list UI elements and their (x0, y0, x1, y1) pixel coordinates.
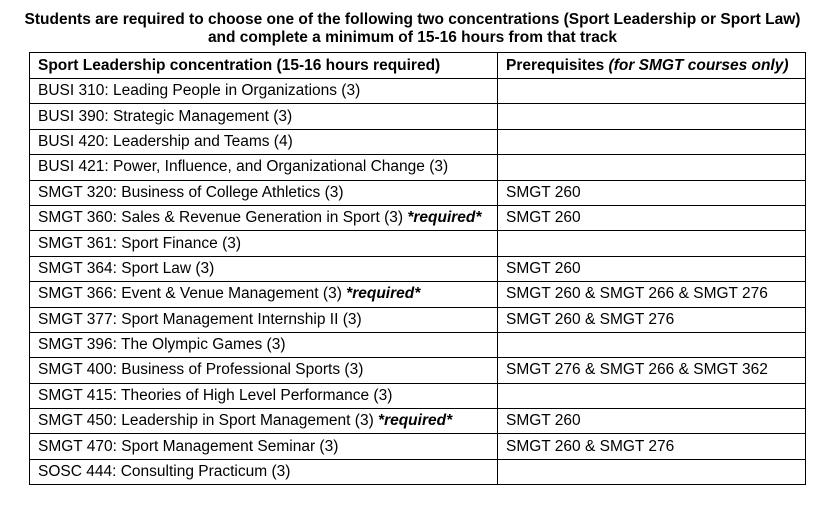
prerequisite-cell: SMGT 260 & SMGT 266 & SMGT 276 (498, 282, 806, 307)
course-cell (30, 205, 498, 230)
prerequisite-cell: SMGT 260 (498, 409, 806, 434)
prerequisite-cell (498, 332, 806, 357)
course-cell (30, 459, 498, 484)
course-cell (30, 104, 498, 129)
course-name: SMGT 396: The Olympic Games (3) (38, 336, 286, 354)
course-name: SMGT 400: Business of Professional Sports (3) (38, 361, 364, 379)
course-cell (30, 79, 498, 104)
table-row (30, 332, 806, 357)
table-row (30, 231, 806, 256)
table-row (30, 307, 806, 332)
course-name: SMGT 361: Sport Finance (3) (38, 234, 242, 252)
course-name: BUSI 421: Power, Influence, and Organizational Change (3) (38, 158, 449, 176)
course-name: SMGT 360: Sales & Revenue Generation in Sport (3) (38, 209, 408, 227)
course-cell (30, 307, 498, 332)
required-flag: *required* (378, 412, 453, 430)
prerequisite-cell: SMGT 260 & SMGT 276 (498, 434, 806, 459)
course-cell (30, 231, 498, 256)
course-cell (30, 282, 498, 307)
course-name: SMGT 377: Sport Management Internship II (3) (38, 310, 362, 328)
prerequisite-cell (498, 231, 806, 256)
course-name: SMGT 450: Leadership in Sport Management (3) (38, 412, 379, 430)
prerequisite-cell (498, 459, 806, 484)
prerequisites-label: Prerequisites (506, 56, 609, 74)
prerequisite-cell (498, 129, 806, 154)
heading-line-1: Students are required to choose one of the following two concentrations (Sport Leadership or Sport Law) (24, 11, 801, 28)
table-row (30, 358, 806, 383)
course-name: SMGT 366: Event & Venue Management (3) (38, 285, 347, 303)
course-rows (30, 79, 806, 485)
concentration-table (29, 52, 806, 485)
prerequisite-cell: SMGT 260 (498, 205, 806, 230)
table-row (30, 282, 806, 307)
table-row (30, 155, 806, 180)
prerequisites-column-header (498, 53, 806, 79)
table-row (30, 434, 806, 459)
prerequisite-cell (498, 155, 806, 180)
table-row (30, 129, 806, 154)
prerequisite-cell: SMGT 260 & SMGT 276 (498, 307, 806, 332)
course-name: SMGT 470: Sport Management Seminar (3) (38, 437, 339, 455)
table-row (30, 383, 806, 408)
course-name: SOSC 444: Consulting Practicum (3) (38, 463, 291, 481)
table-row (30, 459, 806, 484)
prerequisite-cell: SMGT 260 (498, 256, 806, 281)
course-name: SMGT 415: Theories of High Level Performance (3) (38, 386, 393, 404)
course-cell (30, 256, 498, 281)
course-cell (30, 358, 498, 383)
prerequisite-cell: SMGT 276 & SMGT 266 & SMGT 362 (498, 358, 806, 383)
table-row (30, 409, 806, 434)
course-cell (30, 383, 498, 408)
prerequisite-cell (498, 79, 806, 104)
course-column-header: Sport Leadership concentration (15-16 hours required) (30, 53, 498, 79)
course-cell (30, 409, 498, 434)
required-flag: *required* (407, 209, 482, 227)
course-cell (30, 332, 498, 357)
course-name: BUSI 390: Strategic Management (3) (38, 107, 293, 125)
page-heading (0, 11, 825, 47)
prerequisite-cell: SMGT 260 (498, 180, 806, 205)
table-row (30, 205, 806, 230)
table-row (30, 79, 806, 104)
course-name: SMGT 364: Sport Law (3) (38, 259, 215, 277)
table-row (30, 104, 806, 129)
table-row (30, 180, 806, 205)
course-cell (30, 434, 498, 459)
course-cell (30, 155, 498, 180)
course-name: SMGT 320: Business of College Athletics (3) (38, 183, 344, 201)
course-name: BUSI 310: Leading People in Organizations (3) (38, 82, 361, 100)
prerequisite-cell (498, 104, 806, 129)
table-header-row (30, 53, 806, 79)
course-cell (30, 129, 498, 154)
table-row (30, 256, 806, 281)
prerequisite-cell (498, 383, 806, 408)
course-cell (30, 180, 498, 205)
required-flag: *required* (346, 285, 421, 303)
prerequisites-note: (for SMGT courses only) (608, 56, 789, 74)
heading-line-2: and complete a minimum of 15-16 hours from that track (207, 29, 618, 46)
course-name: BUSI 420: Leadership and Teams (4) (38, 132, 293, 150)
